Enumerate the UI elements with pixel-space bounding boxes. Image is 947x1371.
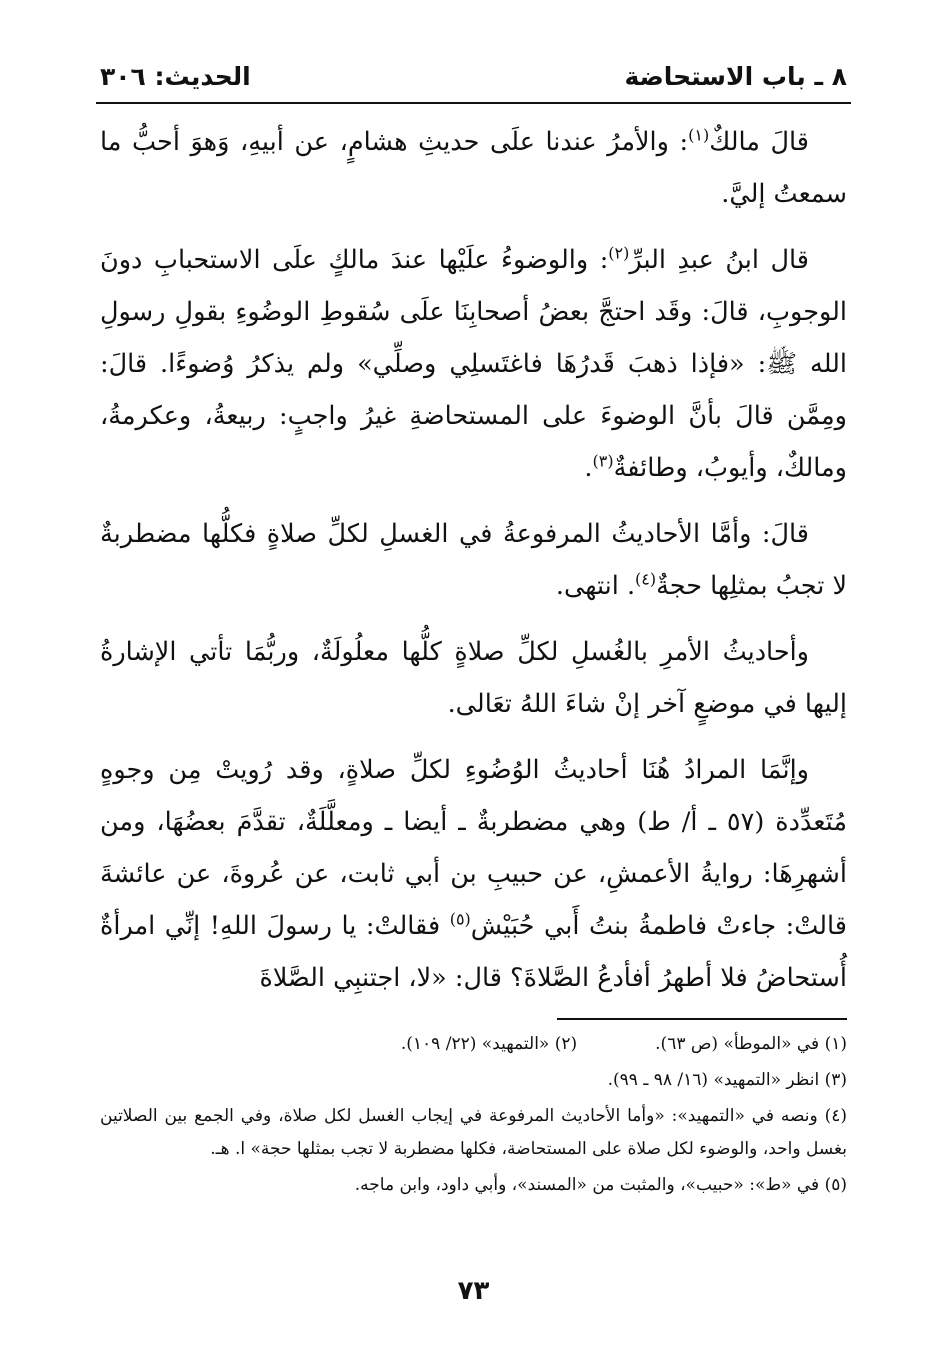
footnote-ref-4[interactable]: (٤) bbox=[635, 569, 657, 589]
page-number: ٧٣ bbox=[457, 1276, 490, 1306]
footnote-ref-5[interactable]: (٥) bbox=[449, 909, 471, 929]
footnote-1: (١) في «الموطأ» (ص ٦٣). bbox=[655, 1034, 847, 1054]
footnote-divider bbox=[557, 1018, 847, 1020]
footnote-ref-2[interactable]: (٢) bbox=[608, 243, 630, 263]
header-divider bbox=[96, 102, 851, 104]
paragraph-text: وإنَّمَا المرادُ هُنَا أحاديثُ الوُضُوءِ لكلِّ صلاةٍ، وقد رُويتْ مِن وجوهٍ مُتَعدِّدة (٥٧ ـ أ/ ط) وهي مضطربةٌ ـ أيضا ـ ومعلَّلَةٌ، تقدَّمَ بعضُهَا، ومن أشهرِهَا: روايةُ الأعمشِ، عن حبيبِ بن أبي ثابت، عن عُروةَ، عن عائشةَ قالتْ: جاءتْ فاطمةُ بنتُ أَبي حُبَيْش bbox=[100, 755, 847, 941]
paragraph-text: . bbox=[584, 453, 593, 483]
paragraph-text: فقالتْ: يا رسولَ اللهِ! إنِّي امرأةٌ أُستحاضُ فلا أطهرُ أفأدعُ الصَّلاةَ؟ قال: «لا، اجتنبِي الصَّلاةَ bbox=[100, 911, 847, 993]
paragraph-2 bbox=[100, 234, 847, 494]
footnote-2: (٢) «التمهيد» (٢٢/ ١٠٩). bbox=[400, 1034, 578, 1054]
footnote-ref-3[interactable]: (٣) bbox=[592, 451, 614, 471]
paragraph-1 bbox=[100, 116, 847, 220]
footnote-4: (٤) ونصه في «التمهيد»: «وأما الأحاديث المرفوعة في إيجاب الغسل لكل صلاة، وفي الجمع بين الصلاتين بغسل واحد، والوضوء لكل صلاة على المستحاضة، فكلها مضطربة لا تجب بمثلها حجة» ا. هـ. bbox=[100, 1106, 847, 1159]
paragraph-text: قالَ مالكٌ bbox=[709, 127, 809, 157]
paragraph-3 bbox=[100, 508, 847, 612]
main-text bbox=[100, 116, 847, 1018]
hadith-number: الحديث: ٣٠٦ bbox=[100, 61, 251, 91]
paragraph-text: . انتهى. bbox=[555, 571, 636, 601]
chapter-title: ٨ ـ باب الاستحاضة bbox=[624, 61, 847, 91]
paragraph-5 bbox=[100, 744, 847, 1004]
footnotes bbox=[100, 1028, 847, 1205]
paragraph-text: : والوضوءُ علَيْها عندَ مالكٍ علَى الاستحبابِ دونَ الوجوبِ، قالَ: وقَد احتجَّ بعضُ أصحابِنَا علَى سُقوطِ الوضُوءِ بقولِ رسولِ الله ﷺ: «فإذا ذهبَ قَدرُهَا فاغتَسلِي وصلِّي» ولم يذكرُ وُضوءًا. قالَ: ومِمَّن قالَ بأنَّ الوضوءَ على المستحاضةِ غيرُ واجبٍ: ربيعةُ، وعكرمةُ، ومالكٌ، وأيوبُ، وطائفةٌ bbox=[100, 245, 847, 483]
running-header bbox=[100, 58, 847, 94]
paragraph-4 bbox=[100, 626, 847, 730]
footnote-3: (٣) انظر «التمهيد» (١٦/ ٩٨ ـ ٩٩). bbox=[607, 1070, 847, 1090]
footnote-row bbox=[100, 1028, 847, 1064]
footnote-ref-1[interactable]: (١) bbox=[688, 125, 710, 145]
paragraph-text: وأحاديثُ الأمرِ بالغُسلِ لكلِّ صلاةٍ كلُّها معلُولَةٌ، وربُّمَا تأتي الإشارةُ إليها في موضعٍ آخر إنْ شاءَ اللهُ تعَالى. bbox=[100, 637, 847, 719]
paragraph-text: : والأمرُ عندنا علَى حديثِ هشامٍ، عن أبيهِ، وَهوَ أحبُّ ما سمعتُ إليَّ. bbox=[100, 127, 847, 209]
footnote-5: (٥) في «ط»: «حبيب»، والمثبت من «المسند»، وأبي داود، وابن ماجه. bbox=[354, 1175, 847, 1195]
paragraph-text: قال ابنُ عبدِ البرِّ bbox=[629, 245, 809, 275]
paragraph-text: قالَ: وأمَّا الأحاديثُ المرفوعةُ في الغسلِ لكلِّ صلاةٍ فكلُّها مضطربةٌ لا تجبُ بمثلِها حجةٌ bbox=[100, 519, 847, 601]
